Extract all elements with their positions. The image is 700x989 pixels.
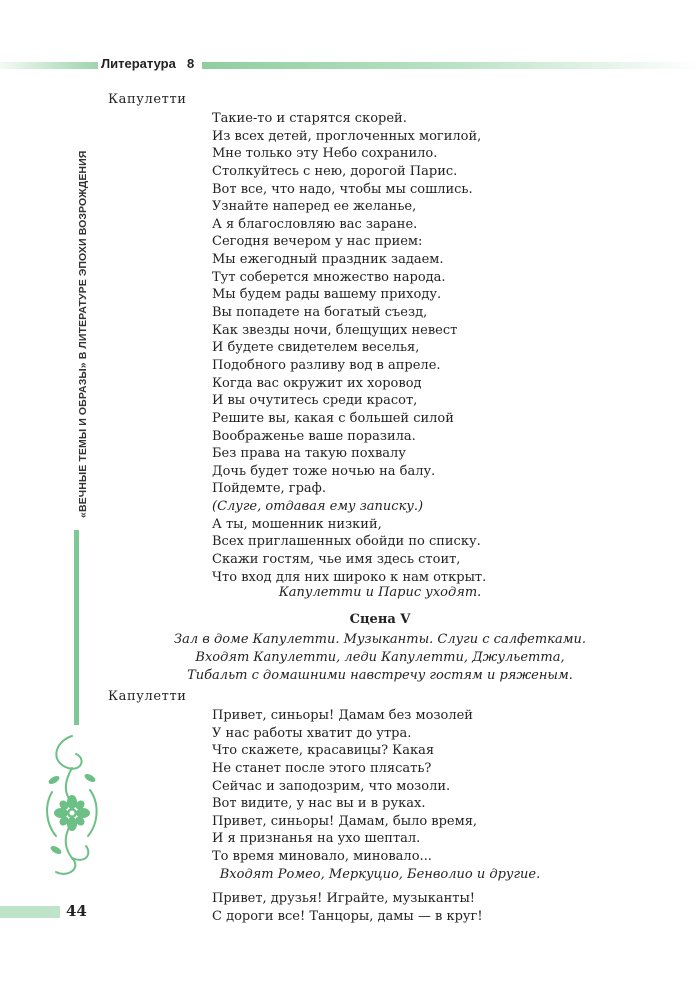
footer-bar bbox=[0, 906, 60, 918]
verse-line: Узнайте наперед ее желанье, bbox=[212, 199, 417, 215]
verse-line: Решите вы, какая с большей силой bbox=[212, 410, 454, 426]
verse-line: То время миновало, миновало... bbox=[212, 849, 432, 865]
verse-line: Привет, синьоры! Дамам, было время, bbox=[212, 813, 478, 829]
verse-line: Сегодня вечером у нас прием: bbox=[212, 234, 423, 250]
verse-line: Что вход для них широко к нам открыт. bbox=[212, 569, 487, 585]
page-number: 44 bbox=[66, 902, 87, 920]
verse-line: Когда вас окружит их хоровод bbox=[212, 375, 422, 391]
exit-direction: Капулетти и Парис уходят. bbox=[278, 585, 482, 600]
scene-direction-line: Входят Капулетти, леди Капулетти, Джульетта, bbox=[195, 650, 565, 665]
verse-line: Тут соберется множество народа. bbox=[212, 269, 446, 285]
verse-line: Привет, синьоры! Дамам без мозолей bbox=[212, 708, 473, 723]
verse-line: Вот видите, у нас вы и в руках. bbox=[212, 796, 426, 812]
verse-line: Не станет после этого плясать? bbox=[212, 760, 432, 776]
verse-block-3 bbox=[212, 890, 483, 925]
verse-line: Пойдемте, граф. bbox=[212, 481, 326, 497]
sidebar-section-title: «ВЕЧНЫЕ ТЕМЫ И ОБРАЗЫ» В ЛИТЕРАТУРЕ ЭПОХИ ВОЗРОЖДЕНИЯ bbox=[77, 150, 89, 518]
header-title: Литература bbox=[101, 56, 176, 71]
verse-line: Что скажете, красавицы? Какая bbox=[212, 743, 435, 759]
verse-line: Такие-то и старятся скорей. bbox=[212, 111, 407, 126]
verse-block-2 bbox=[212, 707, 477, 866]
scene-direction-line: Тибальт с домашними навстречу гостям и ряженым. bbox=[187, 668, 573, 683]
verse-line: Мне только эту Небо сохранило. bbox=[212, 146, 438, 162]
header-bar-left bbox=[0, 62, 98, 69]
verse-line: И будете свидетелем веселья, bbox=[212, 340, 420, 356]
verse-line: И я признанья на ухо шептал. bbox=[212, 831, 421, 847]
verse-line: Всех приглашенных обойди по списку. bbox=[212, 534, 481, 550]
verse-line: Мы ежегодный праздник задаем. bbox=[212, 252, 444, 268]
verse-line: С дороги все! Танцоры, дамы — в круг! bbox=[212, 908, 483, 924]
verse-line: Сейчас и заподозрим, что мозоли. bbox=[212, 778, 451, 794]
verse-line: Подобного разливу вод в апреле. bbox=[212, 357, 441, 373]
verse-line: А я благословляю вас заране. bbox=[212, 216, 418, 232]
verse-line: Привет, друзья! Играйте, музыканты! bbox=[212, 891, 476, 906]
header-grade: 8 bbox=[187, 56, 195, 71]
verse-line: Скажи гостям, чье имя здесь стоит, bbox=[212, 552, 461, 568]
verse-line: И вы очутитесь среди красот, bbox=[212, 393, 418, 409]
verse-line: У нас работы хватит до утра. bbox=[212, 725, 412, 741]
sidebar-accent-line bbox=[74, 530, 79, 725]
speaker-name: Капулетти bbox=[108, 92, 187, 107]
verse-line: Столкуйтесь с нею, дорогой Парис. bbox=[212, 163, 458, 179]
header-bar-right bbox=[202, 62, 700, 69]
verse-line: Вы попадете на богатый съезд, bbox=[212, 305, 428, 321]
speaker-name: Капулетти bbox=[108, 689, 187, 704]
verse-line: Мы будем рады вашему приходу. bbox=[212, 287, 442, 303]
floral-vine-icon bbox=[42, 732, 104, 882]
verse-line: Дочь будет тоже ночью на балу. bbox=[212, 463, 436, 479]
verse-line: Как звезды ночи, блещущих невест bbox=[212, 322, 458, 338]
stage-direction: (Слуге, отдавая ему записку.) bbox=[212, 499, 424, 515]
verse-line: Из всех детей, проглоченных могилой, bbox=[212, 128, 482, 144]
verse-line: А ты, мошенник низкий, bbox=[212, 516, 382, 532]
entrance-direction: Входят Ромео, Меркуцио, Бенволио и другие. bbox=[219, 867, 541, 882]
verse-block-1 bbox=[212, 110, 486, 586]
verse-line: Воображенье ваше поразила. bbox=[212, 428, 416, 444]
scene-title: Сцена V bbox=[349, 612, 411, 627]
verse-line: Без права на такую похвалу bbox=[212, 446, 406, 462]
verse-line: Вот все, что надо, чтобы мы сошлись. bbox=[212, 181, 473, 197]
scene-direction-line: Зал в доме Капулетти. Музыканты. Слуги с салфетками. bbox=[174, 632, 586, 647]
